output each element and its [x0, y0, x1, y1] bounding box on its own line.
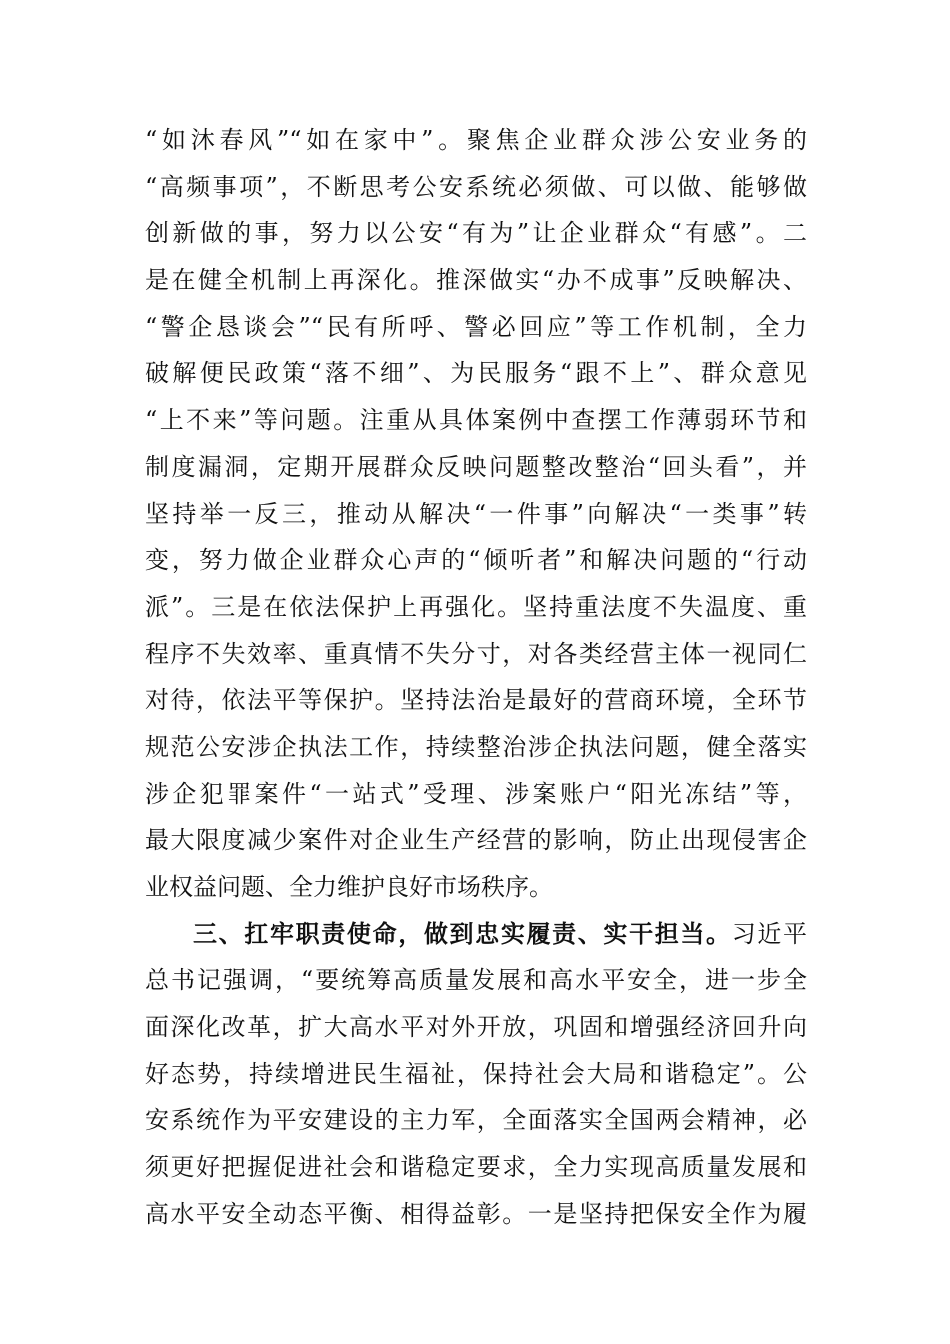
text-line: 高水平安全动态平衡、相得益彰。一是坚持把保安全作为履: [145, 1199, 807, 1228]
text-line: 制度漏洞，定期开展群众反映问题整改整治“回头看”，并: [145, 452, 807, 481]
paragraph-2: [145, 911, 807, 1238]
text-line: 对待，依法平等保护。坚持法治是最好的营商环境，全环节: [145, 686, 807, 715]
document-page: [145, 117, 807, 1238]
text-line: 坚持举一反三，推动从解决“一件事”向解决“一类事”转: [145, 499, 807, 528]
text-line: “高频事项”，不断思考公安系统必须做、可以做、能够做: [145, 172, 807, 201]
text-line: “如沐春风”“如在家中”。聚焦企业群众涉公安业务的: [145, 126, 807, 154]
text-line: 面深化改革，扩大高水平对外开放，巩固和增强经济回升向: [145, 1013, 807, 1042]
paragraph-1: [145, 117, 807, 911]
text-line: 总书记强调，“要统筹高质量发展和高水平安全，进一步全: [145, 966, 807, 995]
text-line: 创新做的事，努力以公安“有为”让企业群众“有感”。二: [145, 219, 807, 248]
text-line: 业权益问题、全力维护良好市场秩序。: [145, 873, 553, 901]
text-line: 须更好把握促进社会和谐稳定要求，全力实现高质量发展和: [145, 1153, 807, 1182]
text-line: 好态势，持续增进民生福祉，保持社会大局和谐稳定”。公: [145, 1059, 807, 1088]
heading-line-rest: 习近平: [731, 919, 808, 948]
text-line: “上不来”等问题。注重从具体案例中查摆工作薄弱环节和: [145, 406, 807, 435]
text-line: 变，努力做企业群众心声的“倾听者”和解决问题的“行动: [145, 546, 807, 575]
text-line: 程序不失效率、重真情不失分寸，对各类经营主体一视同仁: [145, 639, 807, 668]
text-line: 破解便民政策“落不细”、为民服务“跟不上”、群众意见: [145, 359, 807, 388]
text-line: 派”。三是在依法保护上再强化。坚持重法度不失温度、重: [145, 592, 807, 621]
text-line: 涉企犯罪案件“一站式”受理、涉案账户“阳光冻结”等，: [145, 779, 807, 808]
text-line: 安系统作为平安建设的主力军，全面落实全国两会精神，必: [145, 1106, 807, 1135]
section-heading: 三、扛牢职责使命，做到忠实履责、实干担当。: [193, 919, 732, 948]
text-line: “警企恳谈会”“民有所呼、警必回应”等工作机制，全力: [145, 312, 807, 341]
text-line: 是在健全机制上再深化。推深做实“办不成事”反映解决、: [145, 266, 807, 295]
text-line: 规范公安涉企执法工作，持续整治涉企执法问题，健全落实: [145, 732, 807, 761]
text-line: 最大限度减少案件对企业生产经营的影响，防止出现侵害企: [145, 826, 807, 855]
heading-line: [145, 911, 807, 958]
